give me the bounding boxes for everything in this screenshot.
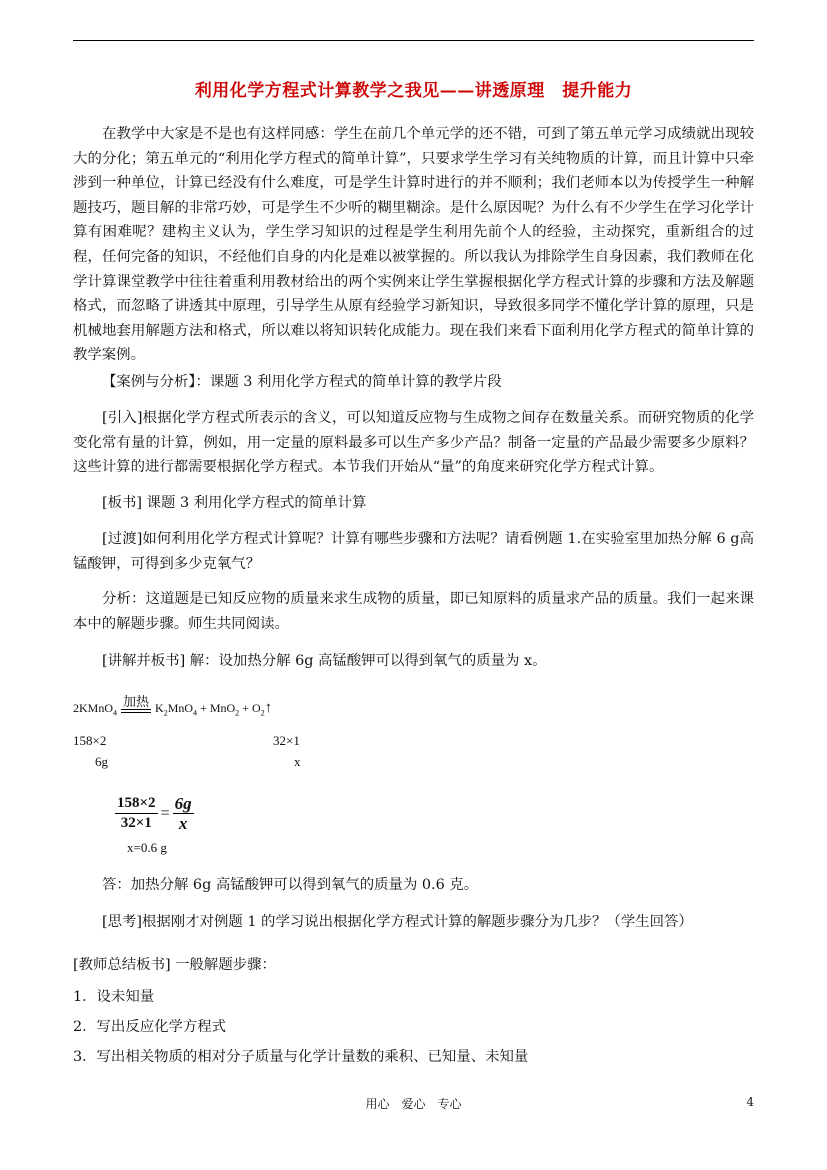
- ratio-right-bottom: x: [294, 754, 301, 769]
- step-2: 2．写出反应化学方程式: [73, 1019, 227, 1035]
- page-number: 4: [746, 1095, 754, 1109]
- summary-heading: [教师总结板书] 一般解题步骤：: [73, 957, 276, 973]
- ratio-right-top: 32×1: [273, 733, 300, 748]
- blackboard-heading: [板书] 课题 3 利用化学方程式的简单计算: [102, 495, 367, 511]
- introduction-paragraph: [引入]根据化学方程式所表示的含义，可以知道反应物与生成物之间存在数量关系。而研究物质的化学变化常有量的计算，例如，用一定量的原料最多可以生产多少产品？制备一定量的产品最少需要多少原料？这些计算的进行都需要根据化学方程式。本节我们开始从“量”的角度来研究化学方程式计算。: [73, 410, 754, 476]
- reaction-condition: 加热: [121, 697, 151, 716]
- proportion-fraction: $\frac{158\times 2}{32\times 1}$ = $\frac{6g}{x}$: [117, 794, 192, 833]
- chemical-equation: 2KMnO$_4$加热 $K_2MnO_4 + MnO_2$ + $O_2↑$: [73, 694, 273, 718]
- solution-setup: [讲解并板书] 解：设加热分解 6g 高锰酸钾可以得到氧气的质量为 x。: [102, 653, 547, 669]
- intro-paragraph: 在教学中大家是不是也有这样同感：学生在前几个单元学的还不错，可到了第五单元学习成绩就出现较大的分化；第五单元的“利用化学方程式的简单计算”，只要求学生学习有关纯物质的计算，而且计算中只牵涉到一种单位，计算已经没有什么难度，可是学生计算时进行的并不顺利；我们老师本以为传授学生一种解题技巧，题目解的非常巧妙，可是学生不少听的糊里糊涂。是什么原因呢？为什么有不少学生在学习化学计算有困难呢？建构主义认为，学生学习知识的过程是学生利用先前个人的经验，主动探究，重新组合的过程，任何完备的知识，不经他们自身的内化是难以被掌握的。所以我认为排除学生自身因素，我们教师在化学计算课堂教学中往往着重利用教材给出的两个实例来让学生掌握根据化学方程式计算的步骤和方法及解题格式，而忽略了讲透其中原理，引导学生从原有经验学习新知识，导致很多同学不懂化学计算的原理，只是机械地套用解题方法和格式，所以难以将知识转化成能力。现在我们来看下面利用化学方程式的简单计算的教学案例。: [73, 126, 754, 364]
- gas-arrow-icon: ↑: [264, 700, 273, 716]
- step-1: 1．设未知量: [73, 989, 155, 1005]
- analysis-paragraph: 分析：这道题是已知反应物的质量来求生成物的质量，即已知原料的质量求产品的质量。我们一起来课本中的解题步骤。师生共同阅读。: [73, 591, 754, 632]
- case-analysis-heading: 【案例与分析】：课题 3 利用化学方程式的简单计算的教学片段: [102, 374, 502, 390]
- header-rule: [73, 40, 754, 41]
- ratio-left-bottom: 6g: [95, 754, 108, 769]
- think-question: [思考]根据刚才对例题 1 的学习说出根据化学方程式计算的解题步骤分为几步？（学生回答）: [102, 914, 693, 930]
- step-3: 3．写出相关物质的相对分子质量与化学计量数的乘积、已知量、未知量: [73, 1049, 529, 1065]
- footer-motto: 用心 爱心 专心: [365, 1097, 462, 1111]
- result-value: x=0.6 g: [127, 840, 167, 855]
- transition-paragraph: [过渡]如何利用化学方程式计算呢？计算有哪些步骤和方法呢？请看例题 1.在实验室里加热分解 6 g高锰酸钾，可得到多少克氧气？: [73, 531, 754, 572]
- answer-line: 答：加热分解 6g 高锰酸钾可以得到氧气的质量为 0.6 克。: [102, 877, 479, 893]
- document-title: 利用化学方程式计算教学之我见——讲透原理 提升能力: [194, 81, 633, 101]
- ratio-left-top: 158×2: [73, 733, 107, 748]
